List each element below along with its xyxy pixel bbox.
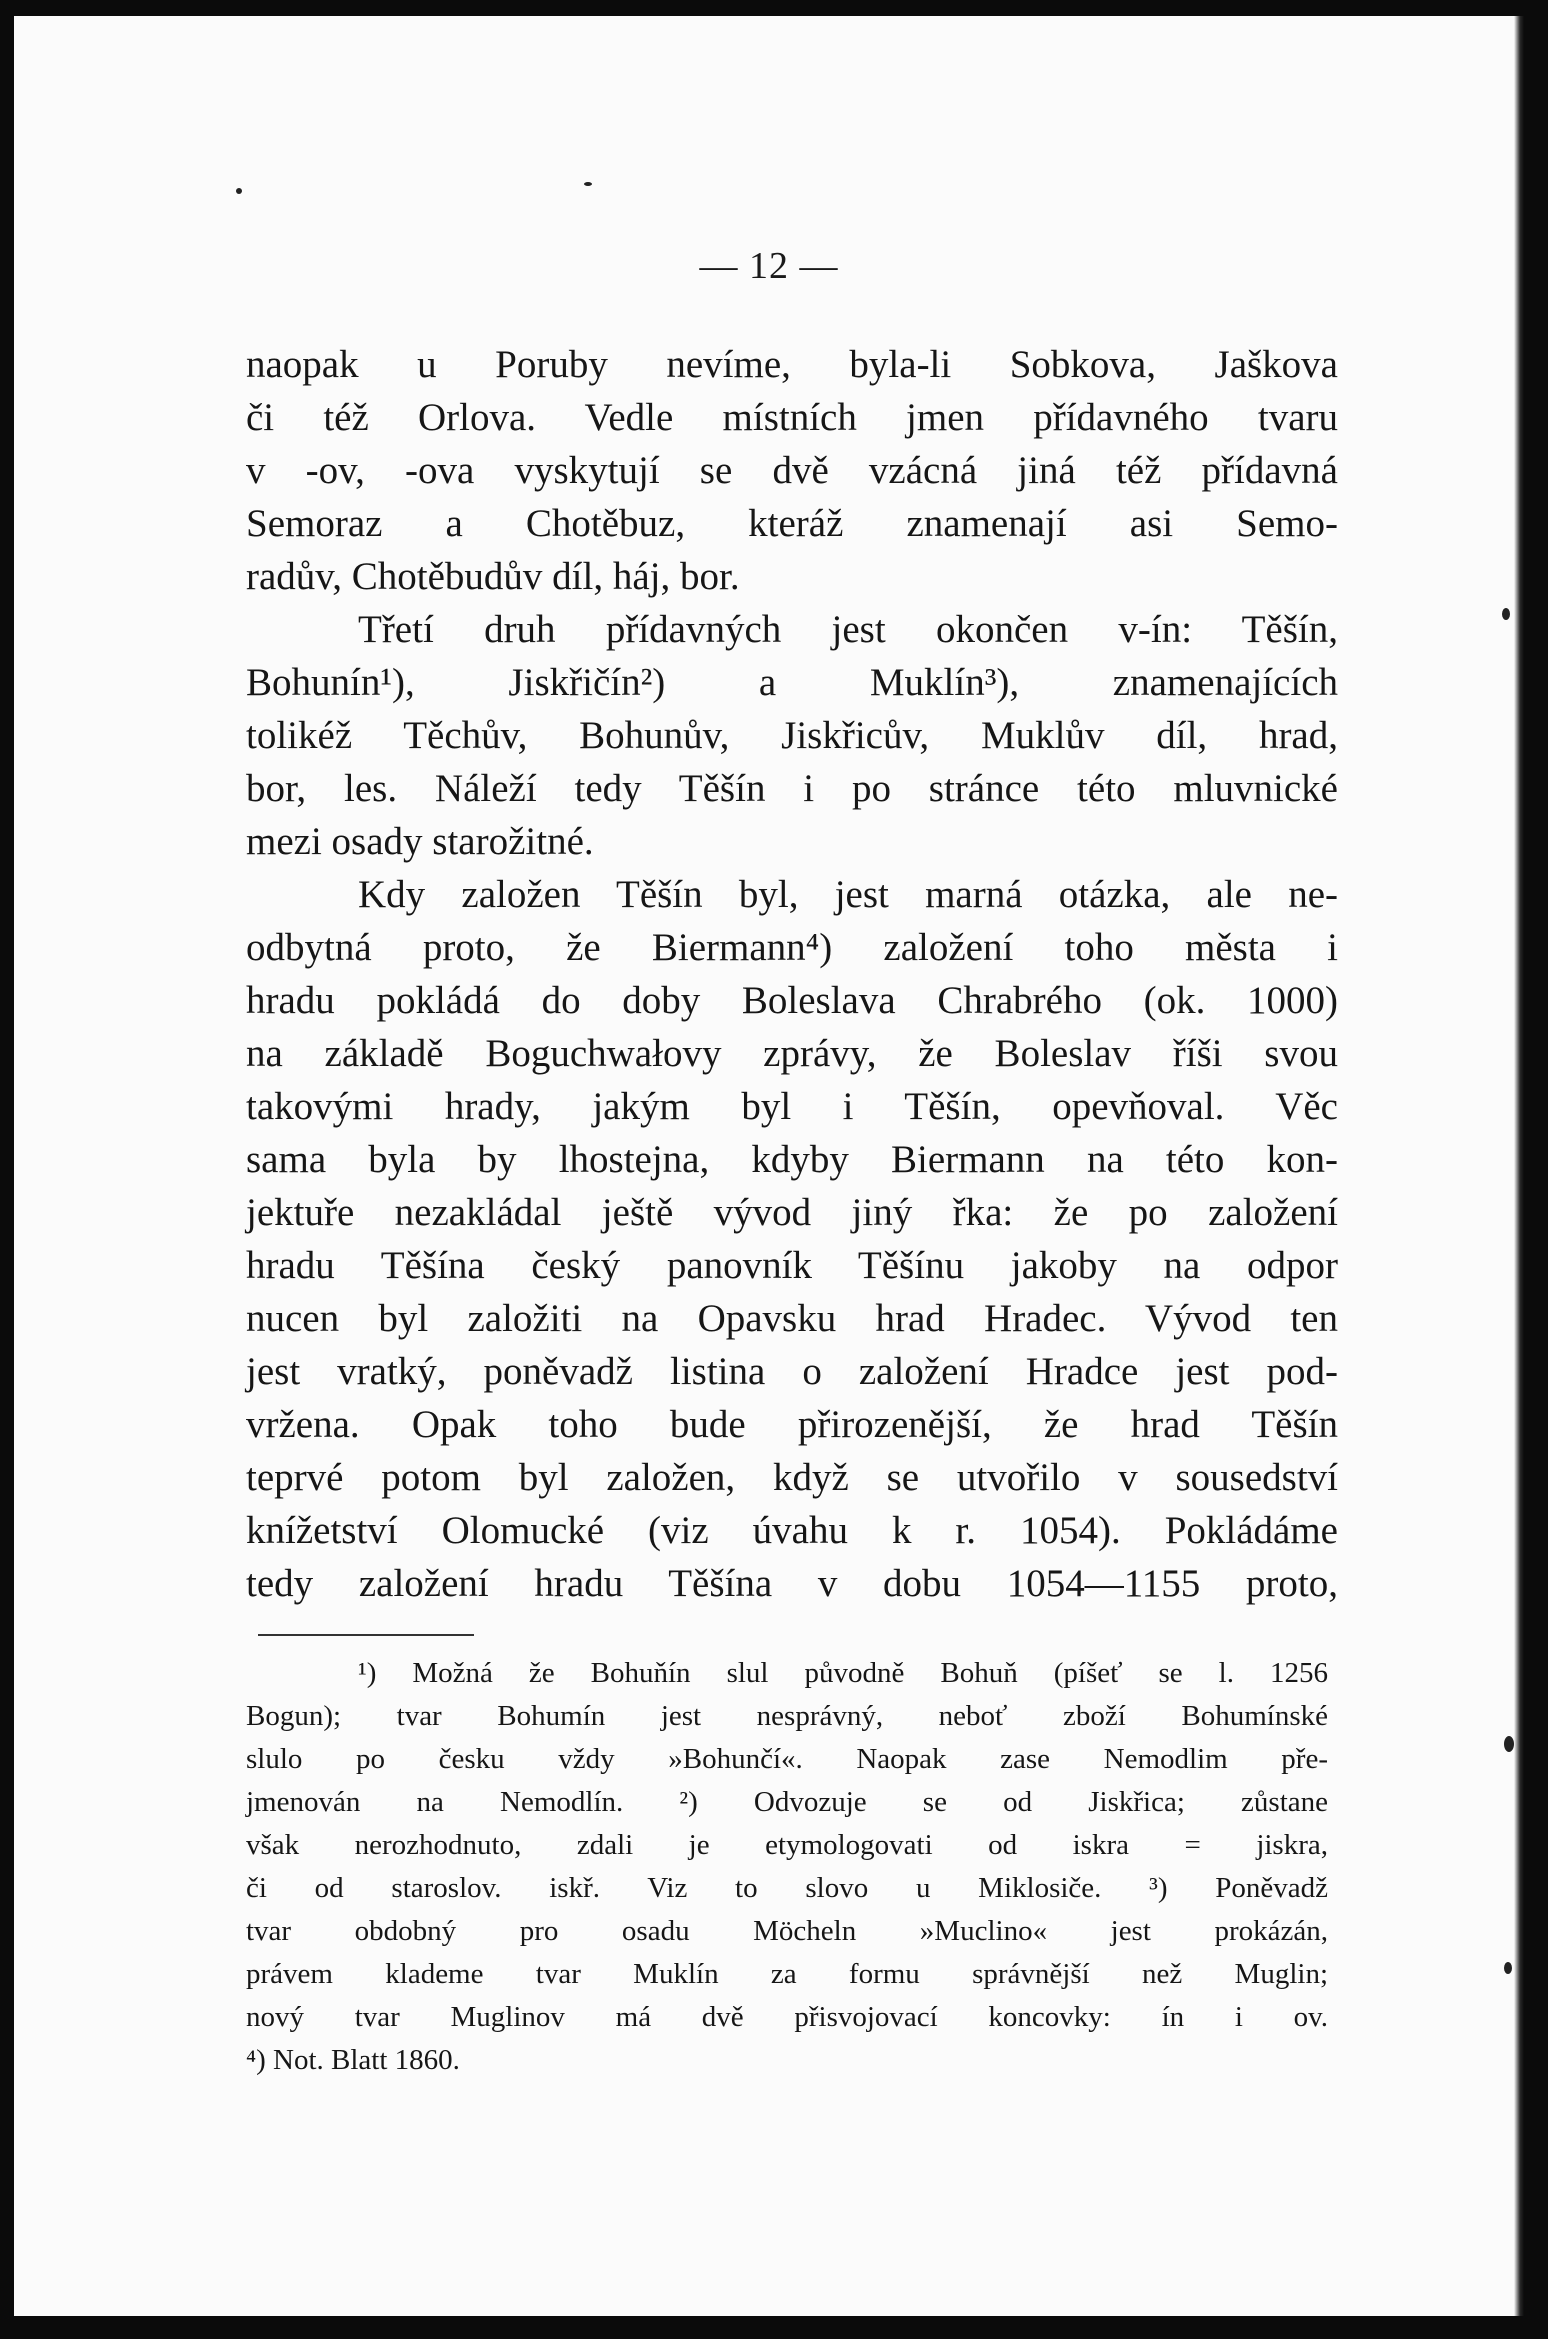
footnote-line: nový tvar Muglinov má dvě přisvojovací koncovky: ín i ov. [246,2001,1328,2033]
body-line: vržena. Opak toho bude přirozenější, že hrad Těšín [246,1403,1338,1446]
body-line: tolikéž Těchův, Bohunův, Jiskřicův, Muklův díl, hrad, [246,714,1338,757]
body-line: Kdy založen Těšín byl, jest marná otázka, ale ne- [358,873,1338,916]
body-line: jest vratký, poněvadž listina o založení Hradce jest pod- [246,1350,1338,1393]
body-line: odbytná proto, že Biermann⁴) založení toho města i [246,926,1338,969]
scanned-page [14,16,1524,2316]
footnote-line: ⁴) Not. Blatt 1860. [246,2044,460,2076]
body-line: knížetství Olomucké (viz úvahu k r. 1054). Pokládáme [246,1509,1338,1552]
scan-speck [1504,1736,1514,1752]
footnote-line: ¹) Možná že Bohuňín slul původně Bohuň (píšeť se l. 1256 [358,1657,1328,1689]
body-line: nucen byl založiti na Opavsku hrad Hradec. Vývod ten [246,1297,1338,1340]
footnote-rule [258,1634,474,1636]
body-line: v -ov, -ova vyskytují se dvě vzácná jiná též přídavná [246,449,1338,492]
scan-speck [236,188,242,194]
body-line: hradu pokládá do doby Boleslava Chrabrého (ok. 1000) [246,979,1338,1022]
body-line: tedy založení hradu Těšína v dobu 1054—1155 proto, [246,1562,1338,1605]
footnote-line: či od staroslov. iskř. Viz to slovo u Miklosiče. ³) Poněvadž [246,1872,1328,1904]
body-line: naopak u Poruby nevíme, byla-li Sobkova, Jaškova [246,343,1338,386]
body-line: sama byla by lhostejna, kdyby Biermann na této kon- [246,1138,1338,1181]
body-line: Semoraz a Chotěbuz, kteráž znamenají asi Semo- [246,502,1338,545]
footnote-line: tvar obdobný pro osadu Möcheln »Muclino« jest prokázán, [246,1915,1328,1947]
body-line: hradu Těšína český panovník Těšínu jakoby na odpor [246,1244,1338,1287]
body-line: jektuře nezakládal ještě vývod jiný řka: že po založení [246,1191,1338,1234]
body-line: takovými hrady, jakým byl i Těšín, opevňoval. Věc [246,1085,1338,1128]
body-line: či též Orlova. Vedle místních jmen přídavného tvaru [246,396,1338,439]
body-text [246,338,1338,1610]
page-number: — 12 — [699,245,839,287]
body-line: Bohunín¹), Jiskřičín²) a Muklín³), znamenajících [246,661,1338,704]
body-line: na základě Boguchwałovy zprávy, že Boleslav říši svou [246,1032,1338,1075]
body-line: Třetí druh přídavných jest okončen v-ín: Těšín, [358,608,1338,651]
body-line: bor, les. Náleží tedy Těšín i po stránce této mluvnické [246,767,1338,810]
footnotes [246,1652,1328,2082]
scan-speck [1502,608,1510,620]
footnote-line: jmenován na Nemodlín. ²) Odvozuje se od Jiskřica; zůstane [246,1786,1328,1818]
page-edge-shadow [1514,16,1524,2316]
body-line: mezi osady starožitné. [246,820,594,863]
footnote-line: právem klademe tvar Muklín za formu správnější než Muglin; [246,1958,1328,1990]
footnote-line: slulo po česku vždy »Bohunčí«. Naopak zase Nemodlim pře- [246,1743,1328,1775]
body-line: radův, Chotěbudův díl, háj, bor. [246,555,740,598]
footnote-line: Bogun); tvar Bohumín jest nesprávný, neboť zboží Bohumínské [246,1700,1328,1732]
scan-speck [584,182,592,186]
scan-speck [1504,1962,1512,1974]
body-line: teprvé potom byl založen, když se utvořilo v sousedství [246,1456,1338,1499]
footnote-line: však nerozhodnuto, zdali je etymologovati od iskra = jiskra, [246,1829,1328,1861]
